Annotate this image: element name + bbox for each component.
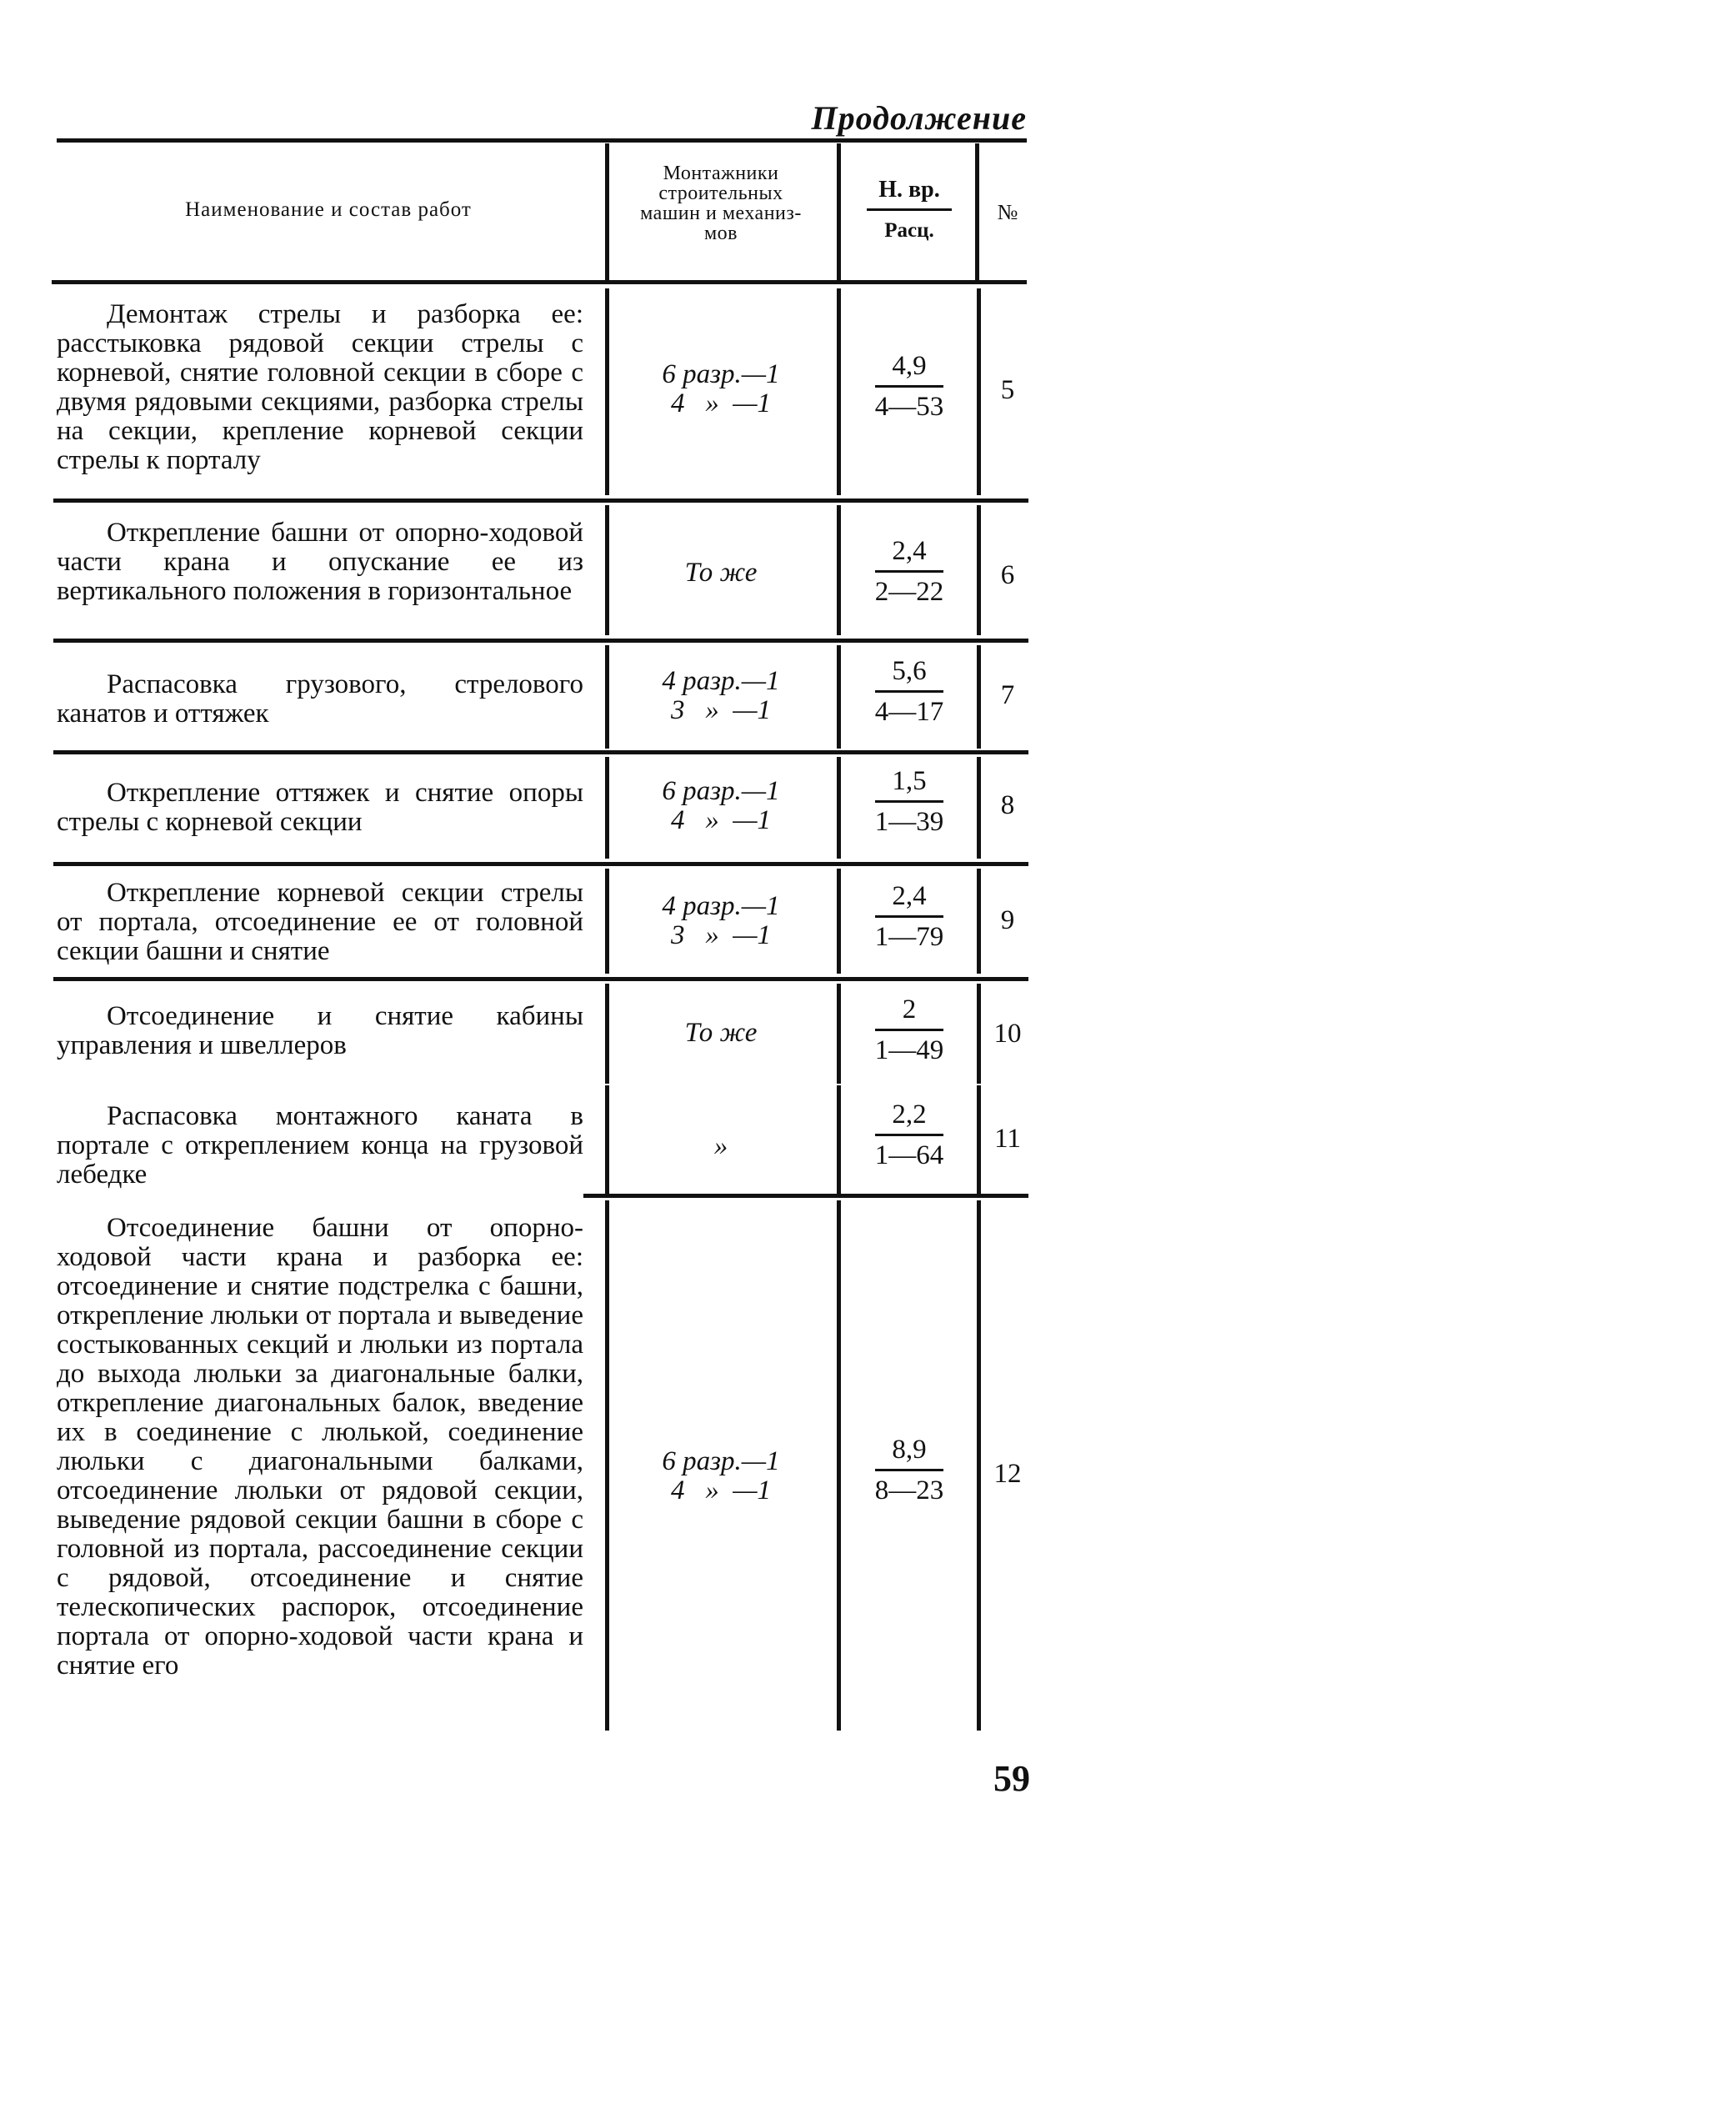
column-separator <box>977 505 981 635</box>
rate: 4—17 <box>874 697 944 727</box>
rate: 8—23 <box>874 1475 944 1505</box>
row-workers: 4 разр.—1 3 » —1 <box>662 891 780 950</box>
header-workers-line: машин и механиз- <box>640 203 802 224</box>
fraction-line <box>875 1134 943 1136</box>
row-divider <box>53 498 1028 503</box>
row-norm <box>857 350 962 423</box>
row-divider <box>53 639 1028 643</box>
norm-time: 8,9 <box>892 1435 927 1465</box>
column-separator <box>605 1200 609 1731</box>
page-number: 59 <box>993 1758 1030 1799</box>
column-separator <box>605 984 609 1084</box>
row-divider <box>53 750 1028 754</box>
row-workers: 6 разр.—1 4 » —1 <box>662 1446 780 1505</box>
norm-time: 2,4 <box>892 536 927 566</box>
fraction-line <box>875 570 943 573</box>
rate: 2—22 <box>874 577 944 607</box>
row-description: Распасовка грузового, стрелового канатов и оттяжек <box>57 669 583 729</box>
row-description: Отсоединение башни от опорно-ходовой части крана и разборка ее: отсоединение и снятие подстрелка с башни, открепление люльки от портала и выведение состыкованных секций и люльки из портала до выхода люльки за диагональные балки, открепление диагональных балок, введение их в соединение с люлькой, соединение люльки с диагональными балками, отсоединение люльки от рядовой секции, выведение рядовой секции башни в сборе с головной из портала, рассоединение секции с рядовой, отсоединение и снятие телескопических распорок, отсоединение портала от опорно-ходовой части крана и снятие его <box>57 1213 583 1681</box>
row-workers: 6 разр.—1 4 » —1 <box>662 776 780 835</box>
rate: 1—39 <box>874 807 944 837</box>
table-top-rule <box>57 138 1027 143</box>
row-description: Отсоединение и снятие кабины управления и швеллеров <box>57 1001 583 1060</box>
fraction-line <box>875 385 943 388</box>
row-description: Распасовка монтажного каната в портале с откреплением конца на грузовой лебедке <box>57 1101 583 1190</box>
column-separator <box>605 869 609 974</box>
row-norm <box>857 1099 962 1171</box>
row-workers: То же <box>684 1018 758 1048</box>
rate: 1—64 <box>874 1140 944 1170</box>
column-separator <box>837 505 841 635</box>
norm-time: 1,5 <box>892 766 927 796</box>
column-separator <box>605 505 609 635</box>
column-separator <box>837 869 841 974</box>
fraction-line <box>875 690 943 693</box>
row-description: Открепление оттяжек и снятие опоры стрелы с корневой секции <box>57 778 583 837</box>
norm-time: 2 <box>902 994 917 1024</box>
row-number: 11 <box>994 1124 1021 1154</box>
header-bottom-rule <box>52 280 1027 284</box>
header-workers-line: строительных <box>658 183 783 204</box>
row-number: 10 <box>993 1019 1022 1049</box>
column-separator <box>605 645 609 749</box>
header-workers <box>612 163 830 243</box>
row-norm <box>857 655 962 728</box>
row-workers: 4 разр.—1 3 » —1 <box>662 666 780 725</box>
column-separator <box>837 288 841 495</box>
norm-time: 2,2 <box>892 1100 927 1130</box>
row-number: 7 <box>1000 680 1015 710</box>
column-separator <box>977 645 981 749</box>
header-fraction-line <box>867 208 952 211</box>
column-separator <box>977 1085 981 1194</box>
row-number: 9 <box>1000 905 1015 935</box>
row-norm <box>857 765 962 838</box>
row-divider <box>53 862 1028 866</box>
column-separator <box>837 984 841 1084</box>
fraction-line <box>875 1029 943 1031</box>
header-norm-time: Н. вр. <box>878 177 940 203</box>
column-separator <box>975 143 979 280</box>
header-workers-line: Монтажники <box>663 163 779 184</box>
fraction-line <box>875 800 943 803</box>
row-description: Открепление башни от опорно-ходовой части крана и опускание ее из вертикального положения в горизонтальное <box>57 518 583 606</box>
row-workers: » <box>713 1131 728 1161</box>
column-separator <box>977 869 981 974</box>
column-separator <box>837 645 841 749</box>
column-separator <box>605 757 609 859</box>
norm-time: 4,9 <box>892 351 927 381</box>
norm-time: 2,4 <box>892 881 927 911</box>
row-divider <box>53 977 1028 981</box>
row-norm <box>857 535 962 608</box>
row-divider <box>583 1194 1028 1198</box>
rate: 4—53 <box>874 392 944 422</box>
header-rate: Расц. <box>884 219 934 242</box>
row-description: Демонтаж стрелы и разборка ее: расстыковка рядовой секции стрелы с корневой, снятие головной секции в сборе с двумя рядовыми секциями, разборка стрелы на секции, крепление корневой секции стрелы к порталу <box>57 299 583 475</box>
row-number: 8 <box>1000 790 1015 820</box>
continuation-label: Продолжение <box>811 99 1027 137</box>
header-number: № <box>997 200 1018 224</box>
row-number: 6 <box>1000 560 1015 590</box>
row-number: 5 <box>1000 375 1015 405</box>
rate: 1—49 <box>874 1035 944 1065</box>
row-norm <box>857 880 962 953</box>
row-workers: То же <box>684 558 758 588</box>
column-separator <box>605 143 609 280</box>
header-workers-line: мов <box>703 223 738 244</box>
column-separator <box>837 1085 841 1194</box>
row-norm <box>857 994 962 1066</box>
column-separator <box>837 143 841 280</box>
row-description: Открепление корневой секции стрелы от портала, отсоединение ее от головной секции башни и снятие <box>57 878 583 966</box>
column-separator <box>977 288 981 495</box>
column-separator <box>977 1200 981 1731</box>
column-separator <box>837 1200 841 1731</box>
row-number: 12 <box>993 1459 1022 1489</box>
column-separator <box>977 757 981 859</box>
column-separator <box>837 757 841 859</box>
fraction-line <box>875 1469 943 1471</box>
header-name: Наименование и состав работ <box>185 198 472 221</box>
fraction-line <box>875 915 943 918</box>
rate: 1—79 <box>874 922 944 952</box>
column-separator <box>605 288 609 495</box>
header-norm <box>857 177 962 243</box>
row-norm <box>857 1434 962 1506</box>
column-separator <box>605 1085 609 1194</box>
row-workers: 6 разр.—1 4 » —1 <box>662 359 780 418</box>
column-separator <box>977 984 981 1084</box>
norm-time: 5,6 <box>892 656 927 686</box>
